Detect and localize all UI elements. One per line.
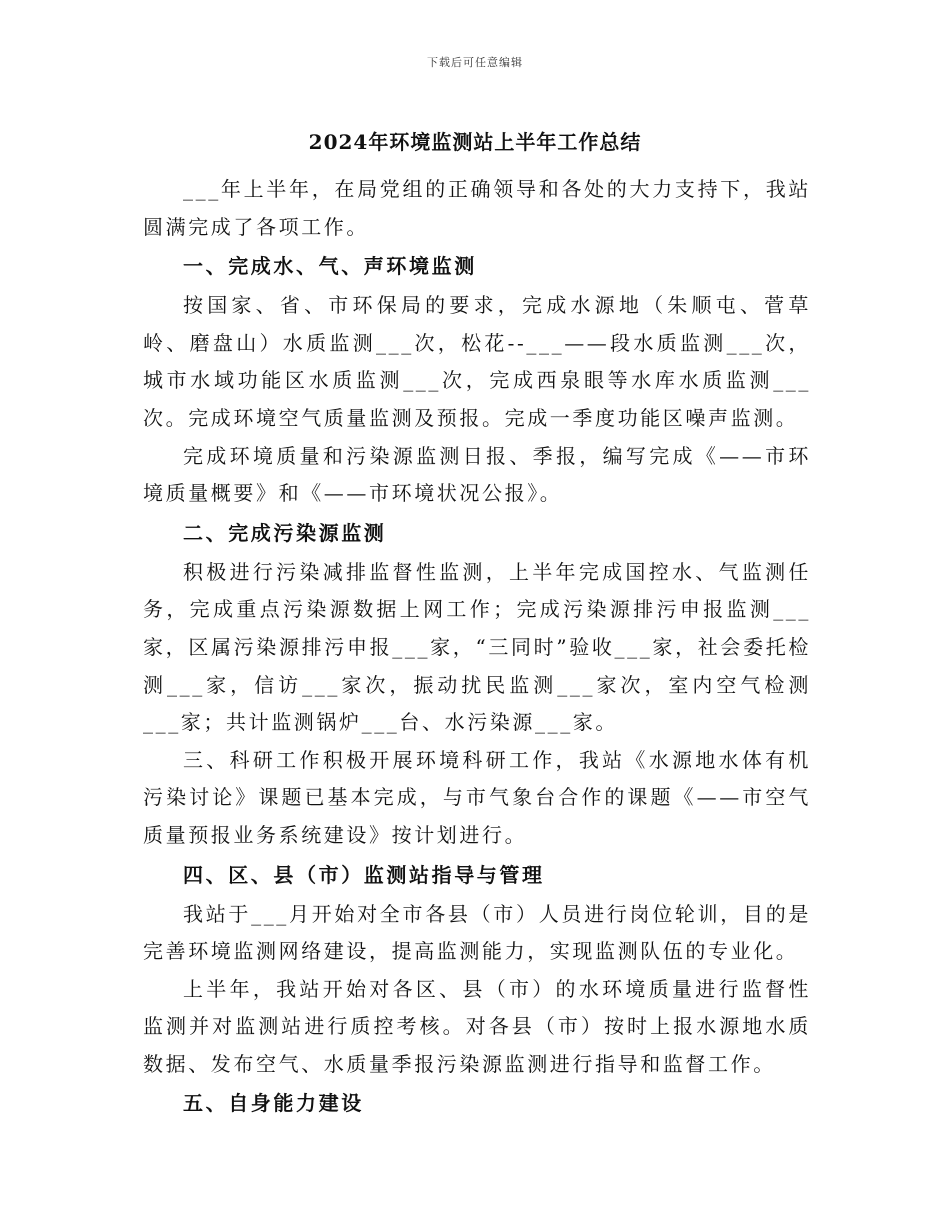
document-body [143, 171, 811, 1124]
section-heading-5: 五、自身能力建设 [183, 1091, 364, 1116]
section-heading-1: 一、完成水、气、声环境监测 [183, 254, 477, 279]
paragraph: 我站于___月开始对全市各县（市）人员进行岗位轮训，目的是完善环境监测网络建设，提高监测能力，实现监测队伍的专业化。 [143, 901, 811, 964]
intro-paragraph: ___年上半年，在局党组的正确领导和各处的大力支持下，我站圆满完成了各项工作。 [143, 177, 811, 239]
paragraph: 三、科研工作积极开展环境科研工作，我站《水源地水体有机污染讨论》课题已基本完成，与市气象台合作的课题《——市空气质量预报业务系统建设》按计划进行。 [143, 747, 811, 847]
paragraph: 上半年，我站开始对各区、县（市）的水环境质量进行监督性监测并对监测站进行质控考核。对各县（市）按时上报水源地水质数据、发布空气、水质量季报污染源监测进行指导和监督工作。 [143, 976, 811, 1076]
section-heading-2: 二、完成污染源监测 [183, 520, 387, 545]
paragraph: 按国家、省、市环保局的要求，完成水源地（朱顺屯、菅草岭、磨盘山）水质监测___次，松花--___——段水质监测___次，城市水域功能区水质监测___次，完成西泉眼等水库水质监测___次。完成环境空气质量监测及预报。完成一季度功能区噪声监测。 [143, 293, 811, 430]
paragraph: 积极进行污染减排监督性监测，上半年完成国控水、气监测任务，完成重点污染源数据上网工作；完成污染源排污申报监测___家，区属污染源排污申报___家，“三同时”验收___家，社会委托检测___家，信访___家次，振动扰民监测___家次，室内空气检测___家；共计监测锅炉___台、水污染源___家。 [143, 559, 811, 735]
header-note: 下载后可任意编辑 [427, 56, 523, 69]
paragraph: 完成环境质量和污染源监测日报、季报，编写完成《——市环境质量概要》和《——市环境状况公报》。 [143, 443, 811, 506]
document-title: 2024年环境监测站上半年工作总结 [308, 130, 642, 154]
section-heading-4: 四、区、县（市）监测站指导与管理 [183, 862, 545, 887]
